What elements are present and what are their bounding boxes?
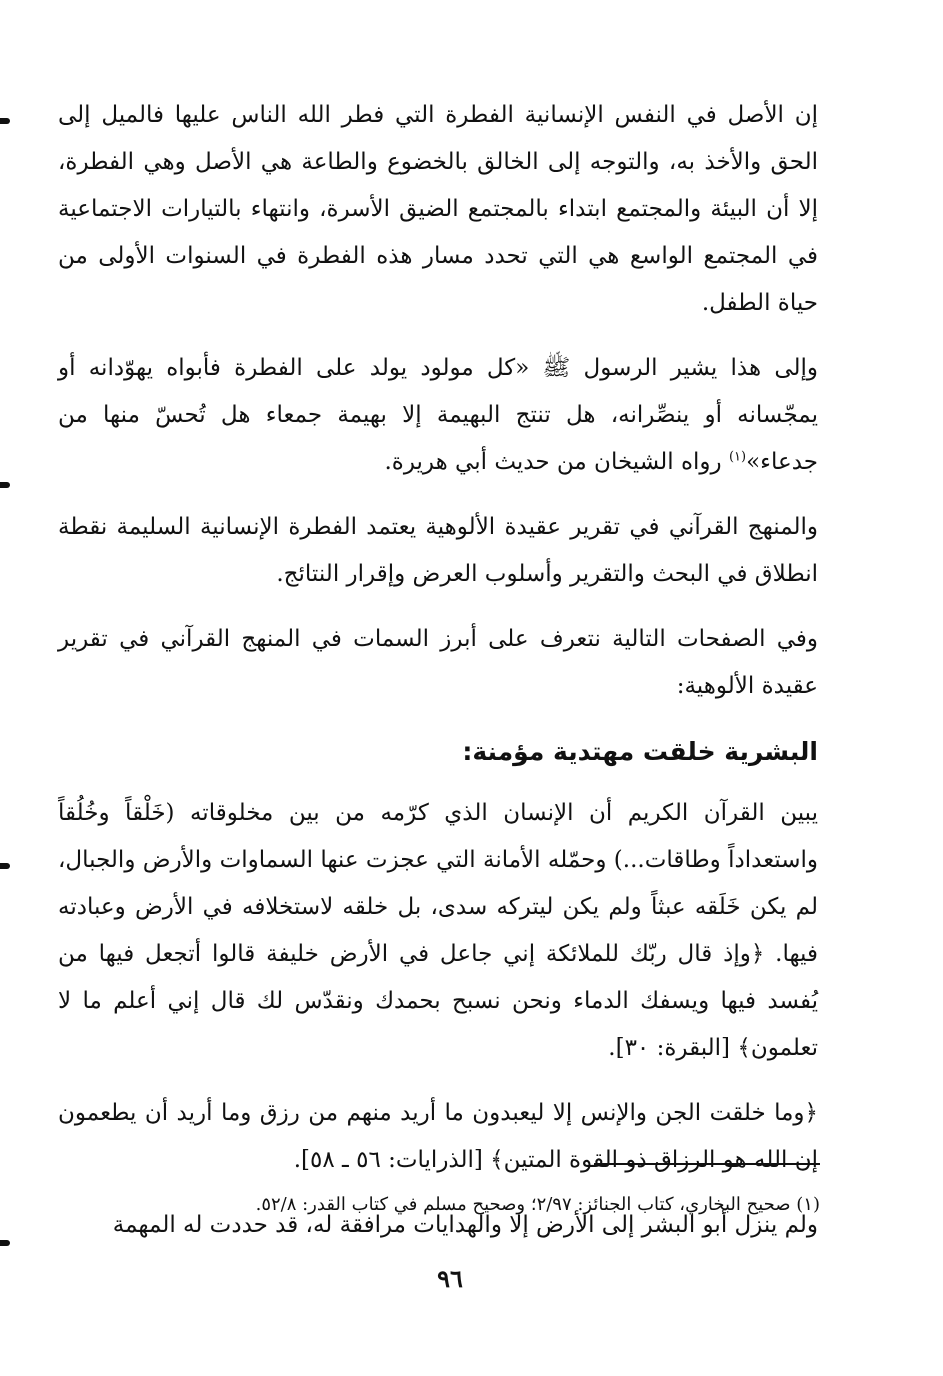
page-body bbox=[58, 92, 818, 1267]
footnote-reference[interactable]: (١) bbox=[728, 449, 747, 465]
scan-edge-mark bbox=[0, 118, 10, 124]
scan-edge-mark bbox=[0, 863, 10, 869]
footnote-divider bbox=[594, 1163, 820, 1165]
scan-edge-mark bbox=[0, 482, 10, 488]
paragraph-4: وفي الصفحات التالية نتعرف على أبرز السمات في المنهج القرآني في تقرير عقيدة الألوهية: bbox=[58, 626, 818, 699]
page-number: ٩٦ bbox=[437, 1264, 463, 1293]
section-paragraph-3: ولم ينزل أبو البشر إلى الأرض إلا والهدايات مرافقة له، قد حددت له المهمة bbox=[112, 1212, 818, 1238]
hadith-source: رواه الشيخان من حديث أبي هريرة. bbox=[384, 449, 729, 475]
section-paragraph-2: ﴿وما خلقت الجن والإنس إلا ليعبدون ما أريد منهم من رزق وما أريد أن يطعمون إن الله هو الرزاق ذو القوة المتين﴾ [الذرايات: ٥٦ ـ ٥٨]. bbox=[58, 1100, 818, 1173]
section-paragraph-1: يبين القرآن الكريم أن الإنسان الذي كرّمه من بين مخلوقاته (خَلْقاً وخُلُقاً واستعداداً وطاقات...) وحمّله الأمانة التي عجزت عنها السماوات والأرض والجبال، لم يكن خَلَقه عبثاً ولم يكن ليتركه سدى، بل خلقه لاستخلافه في الأرض وعبادته فيها. ﴿وإذ قال ربّك للملائكة إني جاعل في الأرض خليفة قالوا أتجعل فيها من يُفسد فيها ويسفك الدماء ونحن نسبح بحمدك ونقدّس لك قال إني أعلم ما لا تعلمون﴾ [البقرة: ٣٠]. bbox=[58, 800, 818, 1061]
hadith-text: وإلى هذا يشير الرسول ﷺ «كل مولود يولد على الفطرة فأبواه يهوّدانه أو يمجّسانه أو ينصِّرانه، هل تنتج البهيمة إلا بهيمة جمعاء هل تُحسّ منها من جدعاء» bbox=[58, 355, 818, 475]
paragraph-3: والمنهج القرآني في تقرير عقيدة الألوهية يعتمد الفطرة الإنسانية السليمة نقطة انطلاق في البحث والتقرير وأسلوب العرض وإقرار النتائج. bbox=[58, 514, 818, 587]
scan-edge-mark bbox=[0, 1240, 10, 1246]
section-heading: البشرية خلقت مهتدية مؤمنة: bbox=[462, 737, 818, 766]
footnote: (١) صحيح البخاري، كتاب الجنائز: ٢/٩٧؛ وصحيح مسلم في كتاب القدر: ٥٢/٨. bbox=[255, 1194, 820, 1215]
paragraph-1: إن الأصل في النفس الإنسانية الفطرة التي فطر الله الناس عليها فالميل إلى الحق والأخذ به، والتوجه إلى الخالق بالخضوع والطاعة هي الأصل وهي الفطرة، إلا أن البيئة والمجتمع ابتداء بالمجتمع الضيق الأسرة، وانتهاء بالتيارات الاجتماعية في المجتمع الواسع هي التي تحدد مسار هذه الفطرة في السنوات الأولى من حياة الطفل. bbox=[58, 102, 818, 316]
paragraph-2 bbox=[58, 345, 818, 486]
